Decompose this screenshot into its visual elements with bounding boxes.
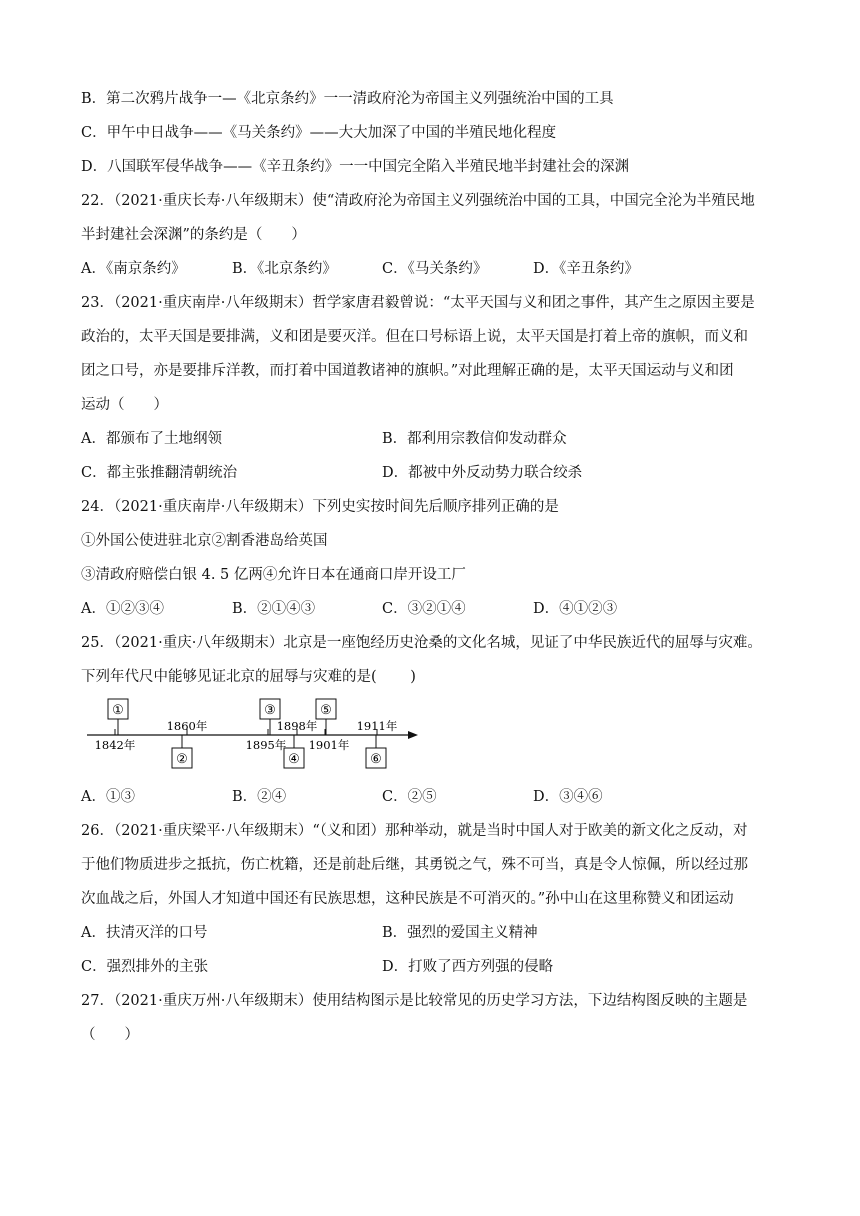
q21-option-b: B．第二次鸦片战争一—《北京条约》一一清政府沦为帝国主义列强统治中国的工具 xyxy=(81,91,614,107)
q23-option-b: B．都利用宗教信仰发动群众 xyxy=(382,431,567,447)
timeline-box-6 xyxy=(366,735,386,768)
q25-option-b: B．②④ xyxy=(232,789,287,805)
q25-stem-line-2: 下列年代尺中能够见证北京的屈辱与灾难的是( ) xyxy=(81,669,416,685)
year-label-1901: 1901年 xyxy=(308,738,350,752)
q21-option-c: C．甲午中日战争——《马关条约》——大大加深了中国的半殖民地化程度 xyxy=(81,125,557,141)
q22-option-c: C．《马关条约》 xyxy=(382,261,488,277)
q23-option-c: C．都主张推翻清朝统治 xyxy=(81,465,238,481)
timeline-box-1-label: ① xyxy=(112,703,124,718)
q24-option-d: D．④①②③ xyxy=(533,601,618,617)
q22-option-a: A．《南京条约》 xyxy=(81,261,186,277)
q26-stem-line-3: 次血战之后，外国人才知道中国还有民族思想，这种民族是不可消灭的。”孙中山在这里称赞义和团运动 xyxy=(81,891,734,907)
timeline-box-3-label: ③ xyxy=(264,703,276,718)
timeline-arrow xyxy=(408,731,418,739)
q27-stem-line-1: 27．（2021·重庆万州·八年级期末）使用结构图示是比较常见的历史学习方法，下边结构图反映的主题是 xyxy=(81,993,748,1009)
q25-option-d: D．③④⑥ xyxy=(533,789,603,805)
q22-stem-line-1: 22．（2021·重庆长寿·八年级期末）使“清政府沦为帝国主义列强统治中国的工具，中国完全沦为半殖民地 xyxy=(81,193,755,209)
year-label-1898: 1898年 xyxy=(276,719,318,733)
timeline-box-6-label: ⑥ xyxy=(370,752,382,767)
year-label-1895: 1895年 xyxy=(245,738,287,752)
year-label-1842: 1842年 xyxy=(94,738,136,752)
q24-option-b: B．②①④③ xyxy=(232,601,316,617)
q24-option-a: A．①②③④ xyxy=(81,601,164,617)
q23-stem-line-1: 23．（2021·重庆南岸·八年级期末）哲学家唐君毅曾说：“太平天国与义和团之事件，其产生之原因主要是 xyxy=(81,295,755,311)
timeline-box-4 xyxy=(284,735,304,768)
q26-stem-line-2: 于他们物质进步之抵抗，伤亡枕籍，还是前赴后继，其勇锐之气，殊不可当，真是令人惊佩，所以经过那 xyxy=(81,857,748,873)
q26-option-c: C．强烈排外的主张 xyxy=(81,959,209,975)
timeline-box-2-label: ② xyxy=(176,752,188,767)
q22-stem-line-2: 半封建社会深渊”的条约是（ ） xyxy=(81,227,306,243)
q26-option-b: B．强烈的爱国主义精神 xyxy=(382,925,538,941)
year-label-1911: 1911年 xyxy=(356,719,398,733)
q24-stem-line-1: 24．（2021·重庆南岸·八年级期末）下列史实按时间先后顺序排列正确的是 xyxy=(81,499,559,515)
q23-stem-line-2: 政治的，太平天国是要排满，义和团是要灭洋。但在口号标语上说，太平天国是打着上帝的旗帜，而义和 xyxy=(81,329,748,345)
q23-stem-line-4: 运动（ ） xyxy=(81,397,168,413)
q22-option-b: B．《北京条约》 xyxy=(232,261,337,277)
q23-option-d: D．都被中外反动势力联合绞杀 xyxy=(382,465,583,481)
q25-option-a: A．①③ xyxy=(81,789,135,805)
timeline-box-1 xyxy=(108,699,128,735)
q24-stem-line-3: ③清政府赔偿白银 4. 5 亿两④允许日本在通商口岸开设工厂 xyxy=(81,567,466,583)
q27-stem-line-2: （ ） xyxy=(81,1027,139,1043)
q26-stem-line-1: 26．（2021·重庆梁平·八年级期末）“（义和团）那种举动，就是当时中国人对于欧美的新文化之反动，对 xyxy=(81,823,748,839)
q26-option-d: D．打败了西方列强的侵略 xyxy=(382,959,554,975)
timeline-figure xyxy=(85,693,425,773)
year-label-1860: 1860年 xyxy=(166,719,208,733)
q21-option-d: D．八国联军侵华战争——《辛丑条约》一一中国完全陷入半殖民地半封建社会的深渊 xyxy=(81,159,630,175)
q23-stem-line-3: 团之口号，亦是要排斥洋教，而打着中国道教诸神的旗帜。”对此理解正确的是，太平天国运动与义和团 xyxy=(81,363,734,379)
q24-stem-line-2: ①外国公使进驻北京②割香港岛给英国 xyxy=(81,533,328,549)
timeline-box-5 xyxy=(316,699,336,735)
q23-option-a: A．都颁布了土地纲领 xyxy=(81,431,222,447)
timeline-box-4-label: ④ xyxy=(288,752,300,767)
q25-stem-line-1: 25．（2021·重庆·八年级期末）北京是一座饱经历史沧桑的文化名城，见证了中华民族近代的屈辱与灾难。 xyxy=(81,635,762,651)
q26-option-a: A．扶清灭洋的口号 xyxy=(81,925,208,941)
q24-option-c: C．③②①④ xyxy=(382,601,466,617)
timeline-box-2 xyxy=(172,735,192,768)
timeline-box-5-label: ⑤ xyxy=(320,703,332,718)
q25-option-c: C．②⑤ xyxy=(382,789,437,805)
q22-option-d: D．《辛丑条约》 xyxy=(533,261,639,277)
